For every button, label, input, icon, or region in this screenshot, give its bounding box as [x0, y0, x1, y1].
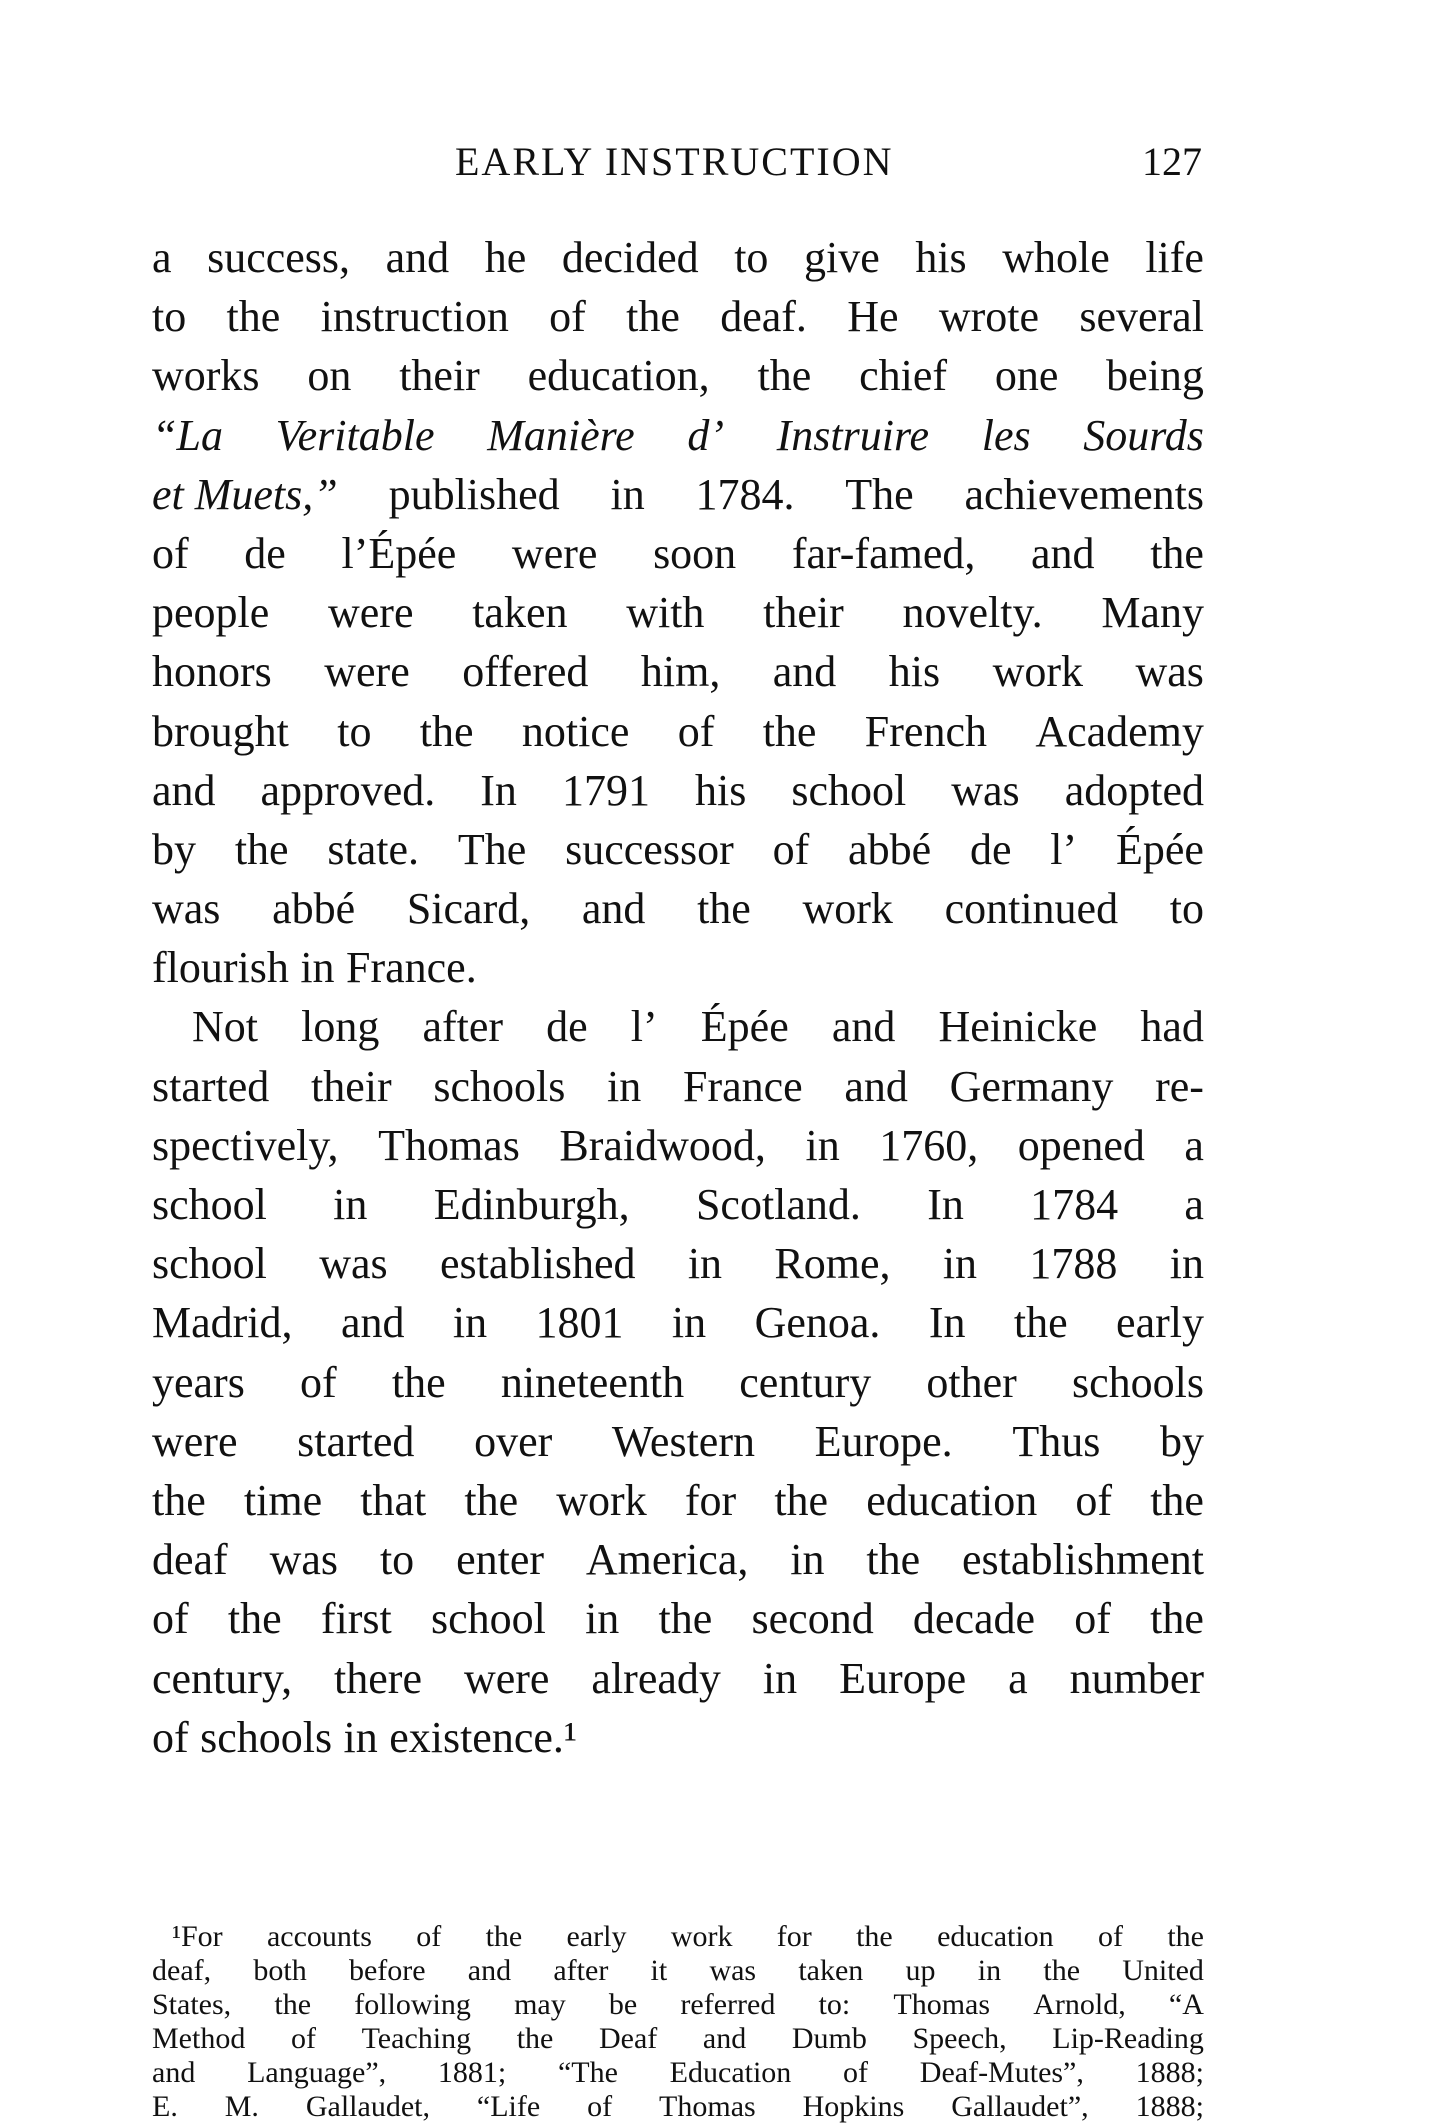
text-line — [152, 1353, 1204, 1412]
word: Edinburgh, — [433, 1180, 630, 1229]
word: in — [942, 1239, 978, 1289]
word: that — [360, 1475, 427, 1525]
word: a — [152, 233, 172, 282]
footnote-word: States, — [152, 1988, 232, 2021]
word: and — [385, 233, 450, 282]
footnote-word: for — [776, 1920, 812, 1953]
word: successor — [565, 824, 734, 874]
footnote-word: the — [485, 1920, 523, 1953]
word: et Muets,” — [152, 469, 338, 519]
word: education, — [527, 351, 710, 401]
word: first — [320, 1594, 392, 1644]
word: France — [682, 1061, 803, 1111]
word: by — [1159, 1416, 1204, 1466]
footnote-word: may — [514, 1988, 566, 2021]
word: the — [234, 824, 289, 874]
text-line — [152, 1471, 1204, 1530]
word: in — [585, 1594, 620, 1644]
word: education — [866, 1475, 1038, 1525]
word: in — [762, 1653, 798, 1703]
word: instruction — [320, 292, 509, 342]
word: abbé — [848, 824, 932, 874]
word: school — [152, 1239, 267, 1289]
word: was — [269, 1535, 339, 1585]
word: work — [802, 884, 893, 934]
text-line — [152, 1649, 1204, 1708]
footnote-word: Speech, — [912, 2022, 1007, 2055]
word: to — [734, 233, 769, 282]
text-line — [152, 524, 1204, 583]
word: the — [1150, 1475, 1204, 1525]
word: Veritable — [275, 410, 435, 460]
word: Braidwood, — [559, 1120, 766, 1170]
footnote-word: ¹For — [172, 1920, 223, 1953]
word: of — [300, 1357, 337, 1407]
footnote-word: Language”, — [247, 2056, 387, 2089]
footnote-word: the — [856, 1920, 893, 1953]
word: Rome, — [774, 1239, 891, 1289]
word: to — [1169, 884, 1204, 934]
word: achievements — [964, 469, 1204, 519]
footnote-word: of — [1098, 1920, 1123, 1953]
word: the — [391, 1357, 446, 1407]
word: life — [1145, 233, 1204, 282]
word: long — [301, 1002, 380, 1052]
footnote-word: “Life — [476, 2090, 541, 2123]
text-line — [152, 997, 1204, 1056]
word: He — [847, 292, 899, 342]
word: Western — [611, 1416, 755, 1466]
word: in — [300, 943, 335, 993]
word: after — [422, 1002, 504, 1052]
footnote-word: Lip-Reading — [1052, 2022, 1204, 2055]
body-text — [152, 228, 1204, 1767]
word: enter — [456, 1535, 544, 1585]
word: for — [684, 1475, 737, 1525]
word: French — [864, 706, 987, 756]
word: a — [1184, 1180, 1204, 1229]
word: established — [439, 1239, 636, 1289]
footnote-word: following — [354, 1988, 471, 2021]
word: their — [311, 1061, 392, 1111]
word: century, — [152, 1653, 293, 1703]
word: in — [343, 1712, 378, 1762]
word: school — [430, 1594, 546, 1644]
word: l’Épée — [341, 528, 457, 578]
word: decided — [561, 233, 699, 282]
word: nineteenth — [500, 1357, 685, 1407]
word: notice — [521, 706, 630, 756]
word: the — [626, 292, 680, 342]
word: de — [546, 1002, 588, 1052]
word: de — [244, 528, 286, 578]
running-title: EARLY INSTRUCTION — [455, 139, 894, 184]
text-line — [152, 820, 1204, 879]
footnote-word: of — [587, 2090, 613, 2123]
page-number: 127 — [1142, 139, 1202, 184]
footnote-word: United — [1122, 1954, 1204, 1987]
word: school — [791, 765, 907, 815]
word: on — [307, 351, 352, 401]
word: adopted — [1064, 765, 1204, 815]
word: his — [888, 647, 941, 697]
word: wrote — [938, 292, 1040, 342]
word: and — [772, 647, 837, 697]
footnote-word: M. — [224, 2090, 259, 2123]
word: there — [334, 1653, 422, 1703]
footnote-line — [152, 1920, 1204, 1954]
word: of — [152, 528, 189, 578]
text-line — [152, 287, 1204, 346]
word: the — [1150, 1594, 1204, 1644]
word: published — [388, 469, 560, 519]
word: a — [1008, 1653, 1028, 1703]
footnote — [152, 1920, 1204, 2124]
footnote-word: the — [1167, 1920, 1204, 1953]
word: whole — [1002, 233, 1110, 282]
word: de — [969, 824, 1012, 874]
word: abbé — [272, 884, 356, 934]
footnote-word: Thomas — [893, 1988, 991, 2021]
word: offered — [462, 647, 589, 697]
word: century — [739, 1357, 872, 1407]
word: works — [152, 351, 260, 401]
word: a — [1184, 1120, 1204, 1170]
word: the — [419, 706, 474, 756]
word: of — [772, 824, 810, 874]
word: of — [1075, 1475, 1113, 1525]
footnote-word: after — [553, 1954, 609, 1987]
word: in — [607, 1061, 642, 1111]
text-line — [152, 1175, 1204, 1234]
footnote-line — [152, 2090, 1204, 2124]
word: Sicard, — [406, 884, 531, 934]
footnote-word: to: — [818, 1988, 851, 2021]
word: in — [452, 1298, 488, 1348]
word: started — [152, 1061, 270, 1111]
word: 1801 — [535, 1298, 624, 1348]
word: school — [152, 1180, 267, 1229]
footnote-word: E. — [152, 2090, 178, 2123]
running-head — [150, 138, 1202, 194]
footnote-word: was — [709, 1954, 757, 1987]
word: Academy — [1035, 706, 1204, 756]
word: 1788 — [1029, 1239, 1118, 1289]
word: the — [757, 351, 812, 401]
word: the — [866, 1535, 921, 1585]
footnote-word: Education — [669, 2056, 792, 2089]
footnote-line — [152, 2056, 1204, 2090]
footnote-word: the — [516, 2022, 554, 2055]
word: 1784. — [695, 469, 795, 519]
word: the — [774, 1475, 829, 1525]
word: 1760, — [879, 1120, 979, 1170]
footnote-line — [152, 2022, 1204, 2056]
text-line — [152, 1116, 1204, 1175]
word: decade — [912, 1594, 1036, 1644]
text-line — [152, 761, 1204, 820]
word: Thus — [1012, 1416, 1101, 1466]
footnote-word: deaf, — [152, 1954, 212, 1987]
word: the — [226, 292, 281, 342]
word: work — [556, 1475, 647, 1525]
footnote-word: in — [977, 1954, 1002, 1987]
text-line — [152, 1530, 1204, 1589]
footnote-word: and — [152, 2056, 196, 2089]
word: in — [671, 1298, 707, 1348]
footnote-word: be — [608, 1988, 638, 2021]
word: In — [928, 1298, 966, 1348]
word: were — [511, 528, 598, 578]
word: Not — [192, 1002, 258, 1052]
word: 1791 — [561, 765, 650, 815]
word: schools — [433, 1061, 566, 1111]
footnote-word: Deaf — [599, 2022, 658, 2055]
footnote-word: Dumb — [791, 2022, 867, 2055]
footnote-line — [152, 1988, 1204, 2022]
footnote-word: of — [290, 2022, 316, 2055]
word: early — [1116, 1298, 1204, 1348]
word: he — [484, 233, 527, 282]
footnote-word: education — [937, 1920, 1054, 1953]
word: and — [581, 884, 646, 934]
word: the — [1013, 1298, 1068, 1348]
word: in — [790, 1535, 825, 1585]
word: being — [1106, 351, 1204, 401]
footnote-word: early — [566, 1920, 627, 1953]
word: the — [464, 1475, 519, 1525]
word: years — [152, 1357, 245, 1407]
footnote-word: before — [348, 1954, 426, 1987]
word: several — [1079, 292, 1204, 342]
footnote-word: Deaf-Mutes”, — [919, 2056, 1084, 2089]
word: d’ — [687, 410, 724, 460]
word: establishment — [962, 1535, 1204, 1585]
word: Manière — [487, 410, 635, 460]
word: his — [915, 233, 967, 282]
word: by — [152, 824, 196, 874]
footnote-word: accounts — [266, 1920, 372, 1953]
word: far-famed, — [791, 528, 976, 578]
text-line — [152, 346, 1204, 405]
word: and — [152, 765, 216, 815]
word: the — [762, 706, 817, 756]
word: and — [844, 1061, 908, 1111]
footnote-word: Hopkins — [802, 2090, 905, 2123]
text-line — [152, 1589, 1204, 1648]
word: was — [951, 765, 1020, 815]
word: In — [480, 765, 517, 815]
word: The — [845, 469, 914, 519]
word: in — [687, 1239, 723, 1289]
word: Germany — [949, 1061, 1114, 1111]
word: to — [152, 292, 187, 342]
text-line — [152, 1412, 1204, 1471]
word: was — [152, 884, 221, 934]
footnote-word: both — [253, 1954, 307, 1987]
word: of — [549, 292, 586, 342]
footnote-word: of — [416, 1920, 442, 1953]
footnote-word: 1881; — [437, 2056, 507, 2089]
word: brought — [152, 706, 289, 756]
word: honors — [152, 647, 272, 697]
word: les — [981, 410, 1031, 460]
word: Scotland. — [695, 1180, 861, 1229]
word: were — [152, 1416, 238, 1466]
word: in — [805, 1120, 840, 1170]
word: other — [926, 1357, 1017, 1407]
word: were — [463, 1653, 550, 1703]
word: 1784 — [1030, 1180, 1119, 1229]
word: and — [1031, 528, 1095, 578]
word: one — [994, 351, 1059, 401]
word: in — [333, 1180, 368, 1229]
footnote-word: Teaching — [361, 2022, 472, 2055]
word: of — [1074, 1594, 1111, 1644]
word: Instruire — [776, 410, 930, 460]
word: started — [297, 1416, 415, 1466]
text-line — [152, 1293, 1204, 1352]
word: l’ — [1050, 824, 1078, 874]
word: The — [457, 824, 527, 874]
word: to — [337, 706, 372, 756]
text-line — [152, 1057, 1204, 1116]
word: Thomas — [378, 1120, 520, 1170]
word: existence.¹ — [389, 1712, 578, 1762]
word: give — [803, 233, 880, 282]
word: soon — [653, 528, 737, 578]
word: their — [763, 588, 844, 638]
word: the — [1150, 528, 1204, 578]
word: second — [751, 1594, 874, 1644]
word: success, — [207, 233, 351, 282]
word: him, — [640, 647, 721, 697]
word: over — [474, 1416, 553, 1466]
word: continued — [944, 884, 1119, 934]
word: deaf. — [720, 292, 807, 342]
word: approved. — [260, 765, 436, 815]
word: In — [927, 1180, 964, 1229]
word: state. — [327, 824, 420, 874]
word: l’ — [630, 1002, 658, 1052]
footnote-word: the — [1043, 1954, 1081, 1987]
word: France. — [346, 943, 477, 993]
text-line — [152, 702, 1204, 761]
word: his — [694, 765, 747, 815]
word: Madrid, — [152, 1298, 293, 1348]
word: to — [379, 1535, 415, 1585]
text-line — [152, 1708, 1204, 1767]
word: flourish — [152, 943, 289, 993]
word: the — [697, 884, 751, 934]
word: Genoa. — [754, 1298, 881, 1348]
footnote-word: and — [467, 1954, 512, 1987]
footnote-word: the — [274, 1988, 312, 2021]
footnote-word: Method — [152, 2022, 246, 2055]
text-line — [152, 1234, 1204, 1293]
word: already — [591, 1653, 721, 1703]
word: schools — [200, 1712, 333, 1762]
footnote-word: referred — [680, 1988, 776, 2021]
footnote-word: up — [905, 1954, 936, 1987]
word: were — [328, 588, 414, 638]
text-line — [152, 583, 1204, 642]
word: their — [399, 351, 480, 401]
word: of — [152, 1594, 189, 1644]
footnote-word: Gallaudet, — [305, 2090, 430, 2123]
word: Europe — [839, 1653, 967, 1703]
word: number — [1069, 1653, 1204, 1703]
word: Épée — [700, 1002, 789, 1052]
word: chief — [859, 351, 948, 401]
word: deaf — [152, 1535, 228, 1585]
footnote-word: it — [650, 1954, 668, 1987]
text-line — [152, 406, 1204, 465]
word: in — [610, 469, 645, 519]
word: in — [1169, 1239, 1204, 1289]
word: America, — [585, 1535, 749, 1585]
word: was — [1135, 647, 1204, 697]
footnote-word: Thomas — [659, 2090, 756, 2123]
footnote-word: work — [670, 1920, 733, 1953]
footnote-word: 1888; — [1135, 2090, 1204, 2123]
word: taken — [472, 588, 568, 638]
footnote-word: Gallaudet”, — [951, 2090, 1089, 2123]
word: “La — [152, 410, 223, 460]
word: the — [658, 1594, 713, 1644]
footnote-word: taken — [798, 1954, 864, 1987]
word: had — [1140, 1002, 1204, 1052]
footnote-word: 1888; — [1135, 2056, 1204, 2089]
word: novelty. — [902, 588, 1043, 638]
word: schools — [1072, 1357, 1204, 1407]
word: Europe. — [814, 1416, 953, 1466]
footnote-word: of — [843, 2056, 869, 2089]
text-line — [152, 642, 1204, 701]
word: of — [152, 1712, 189, 1762]
word: people — [152, 588, 270, 638]
text-line — [152, 879, 1204, 938]
footnote-word: and — [702, 2022, 747, 2055]
word: and — [340, 1298, 405, 1348]
footnote-word: Arnold, — [1033, 1988, 1126, 2021]
word: Sourds — [1083, 410, 1204, 460]
word: re- — [1155, 1061, 1204, 1111]
word: and — [831, 1002, 896, 1052]
word: of — [677, 706, 715, 756]
footnote-line — [152, 1954, 1204, 1988]
word: was — [319, 1239, 388, 1289]
word: were — [324, 647, 410, 697]
word: time — [243, 1475, 323, 1525]
footnote-word: “A — [1168, 1988, 1204, 2021]
footnote-word: “The — [557, 2056, 618, 2089]
text-line — [152, 938, 1204, 997]
word: opened — [1017, 1120, 1145, 1170]
word: Épée — [1116, 824, 1204, 874]
text-line — [152, 465, 1204, 524]
word: with — [626, 588, 705, 638]
word: the — [152, 1475, 206, 1525]
word: spectively, — [152, 1120, 339, 1170]
word: the — [227, 1594, 282, 1644]
word: work — [992, 647, 1084, 697]
word: Heinicke — [938, 1002, 1098, 1052]
text-line — [152, 228, 1204, 287]
word: Many — [1101, 588, 1204, 638]
